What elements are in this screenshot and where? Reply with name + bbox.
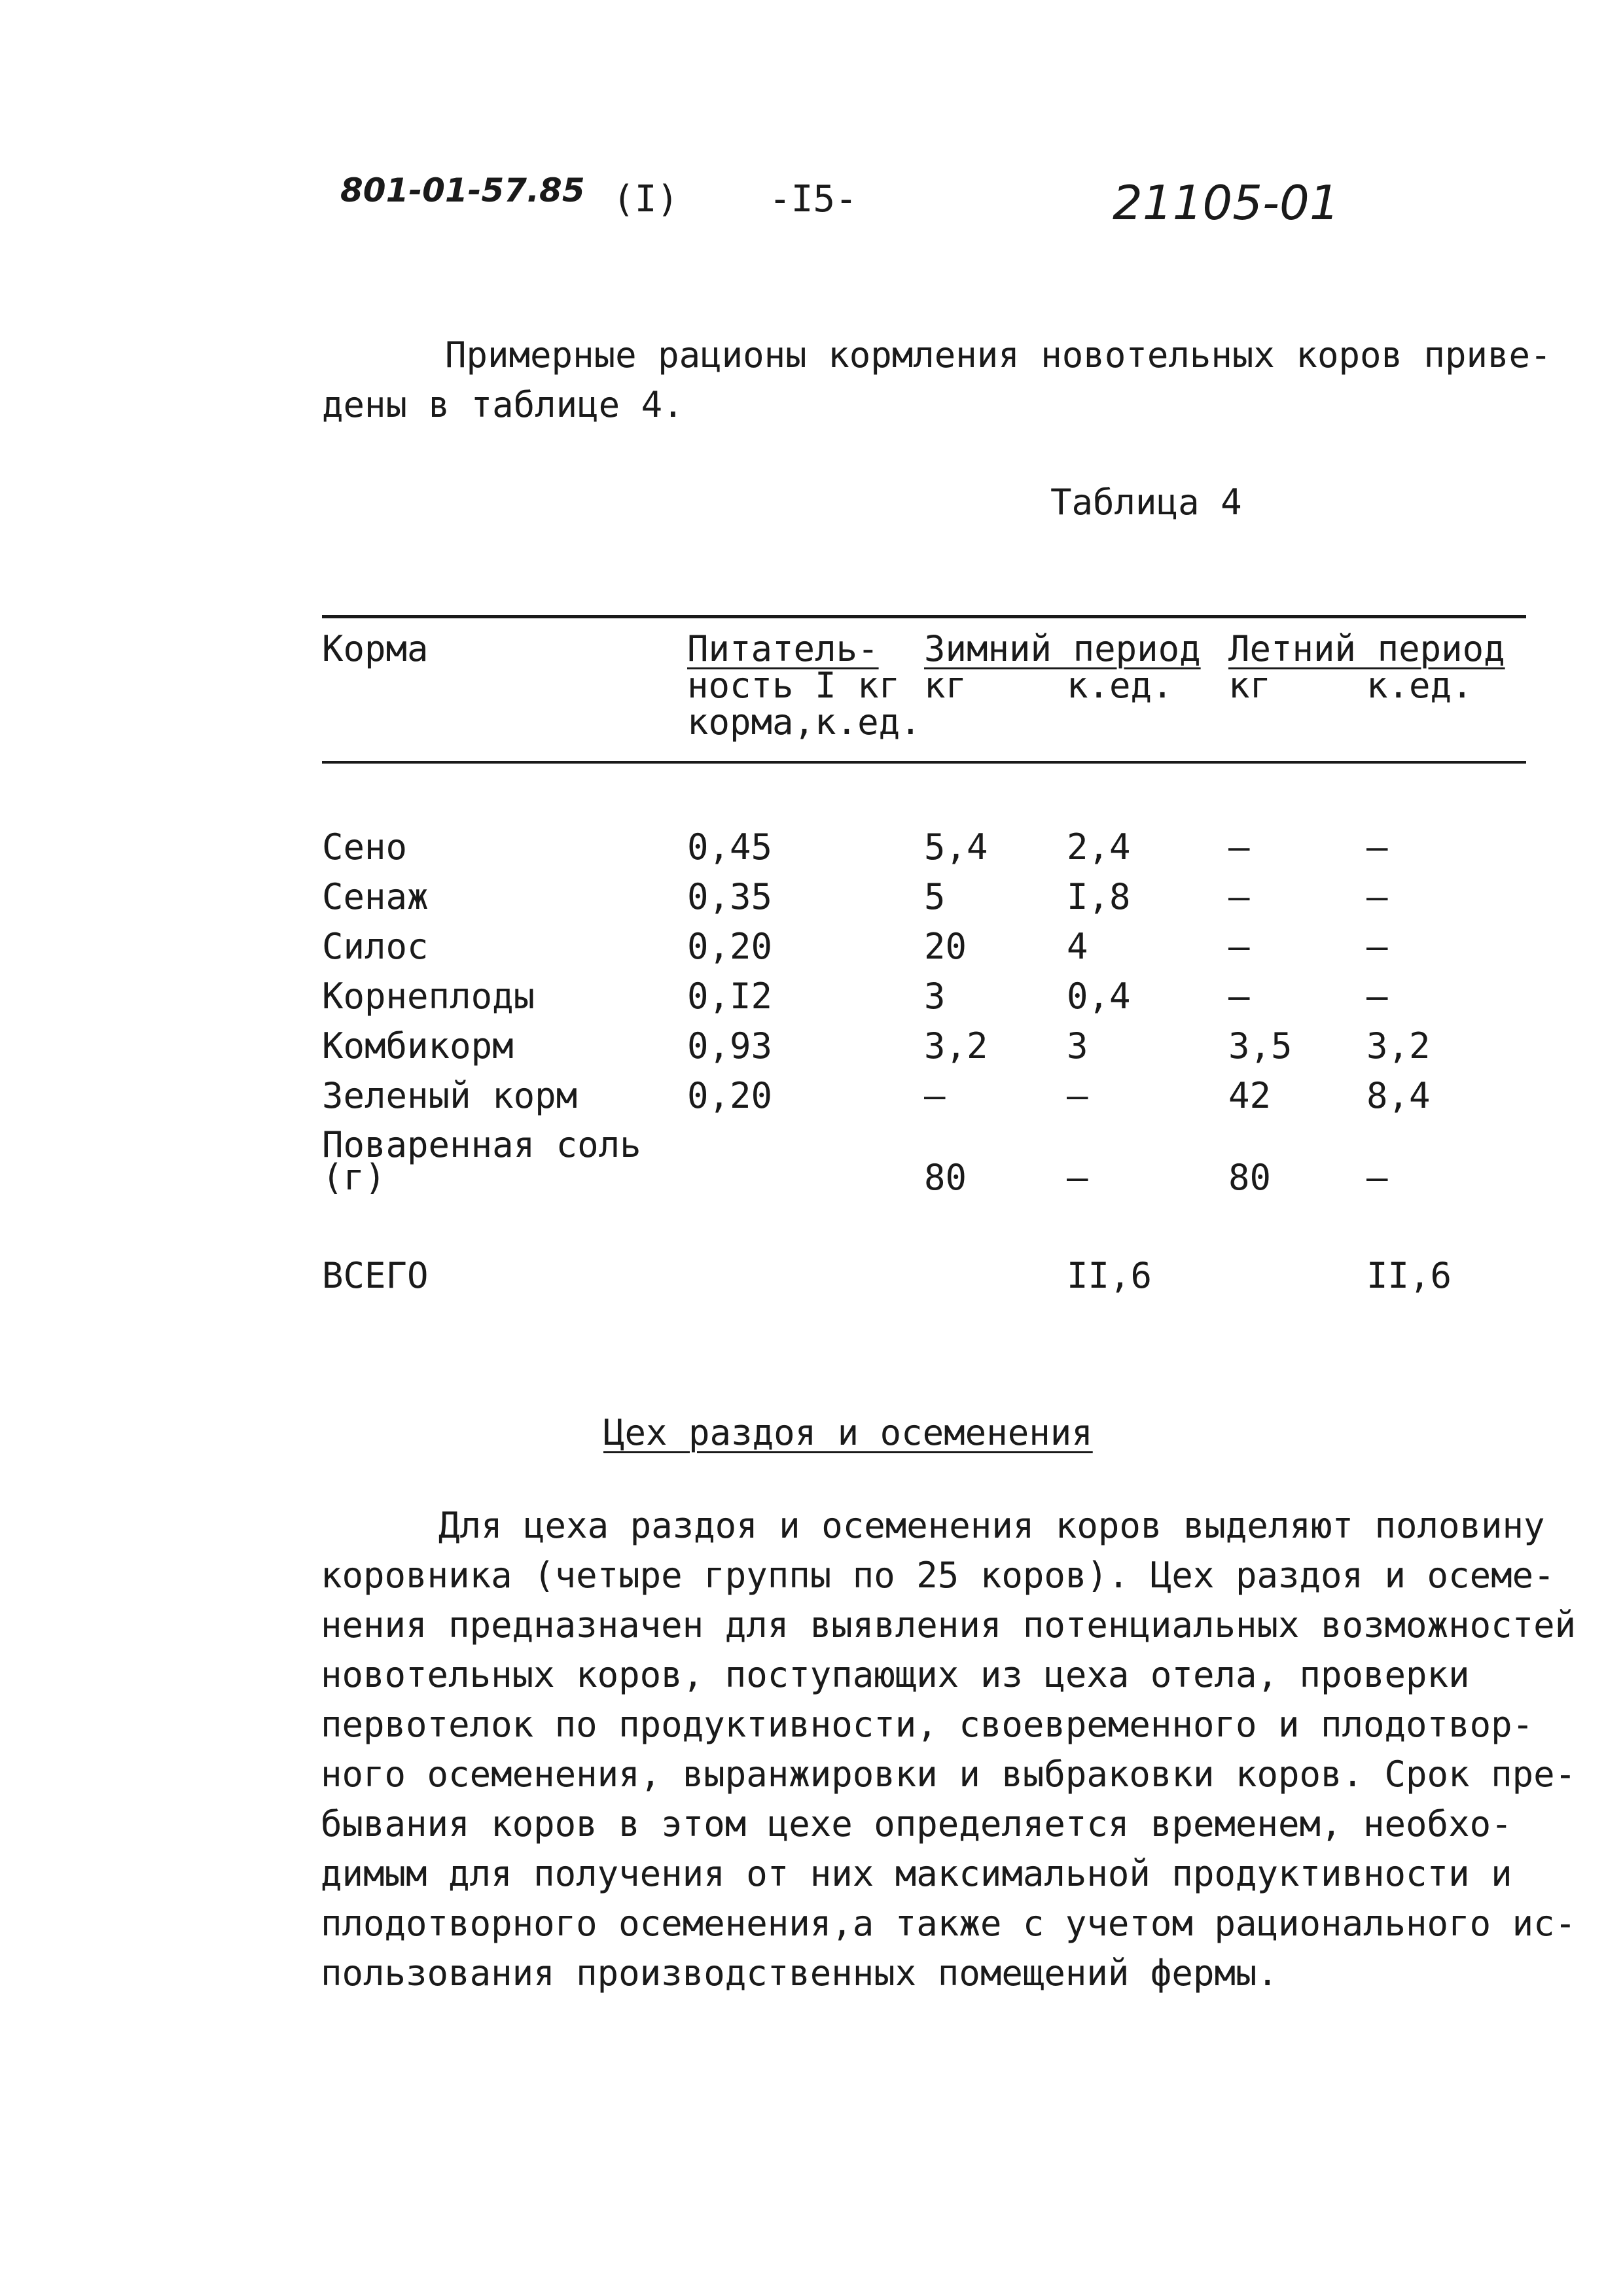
paragraph-line: Для цеха раздоя и осеменения коров выделяют половину: [438, 1505, 1545, 1546]
table-header-rule: [322, 761, 1526, 764]
header-feed: Корма: [322, 628, 429, 669]
winter-feed-units: 2,4: [1067, 826, 1131, 868]
paragraph-line: ного осеменения, выранжировки и выбраковки коров. Срок пре-: [321, 1754, 1577, 1795]
nutrition-value: 0,I2: [687, 976, 773, 1017]
winter-feed-units: –: [1067, 1157, 1088, 1198]
paragraph-line: бывания коров в этом цехе определяется временем, необхо-: [321, 1803, 1512, 1845]
paragraph-line: нения предназначен для выявления потенциальных возможностей: [321, 1604, 1577, 1646]
nutrition-value: 0,45: [687, 826, 773, 868]
feed-name: Комбикорм: [322, 1025, 514, 1067]
header-winter-period: Зимний период: [924, 628, 1201, 669]
page-number: -I5-: [769, 178, 857, 221]
nutrition-value: 0,93: [687, 1025, 773, 1067]
summer-feed-units: –: [1366, 876, 1388, 917]
part-number: (I): [613, 178, 679, 221]
feed-name: Корнеплоды: [322, 976, 535, 1017]
header-summer-feed-units: к.ед.: [1366, 665, 1473, 706]
winter-feed-units: 3: [1067, 1025, 1088, 1067]
winter-kg: 20: [924, 926, 967, 967]
winter-kg: 80: [924, 1157, 967, 1198]
winter-feed-units: 0,4: [1067, 976, 1131, 1017]
section-paragraph: [321, 1501, 1577, 1998]
winter-feed-units: 4: [1067, 926, 1088, 967]
winter-feed-units: I,8: [1067, 876, 1131, 917]
nutrition-value: 0,20: [687, 926, 773, 967]
total-label: ВСЕГО: [322, 1255, 429, 1296]
winter-kg: 3,2: [924, 1025, 988, 1067]
summer-feed-units: 8,4: [1366, 1075, 1431, 1116]
intro-line-1: Примерные рационы кормления новотельных коров приве-: [445, 334, 1552, 376]
feed-name: Силос: [322, 926, 429, 967]
summer-feed-units: 3,2: [1366, 1025, 1431, 1067]
header-nutrition-1: Питатель-: [687, 628, 879, 669]
paragraph-line: плодотворного осеменения,а также с учетом рационального ис-: [321, 1903, 1577, 1944]
winter-kg: 3: [924, 976, 946, 1017]
feed-name: Сено: [322, 826, 408, 868]
paragraph-line: новотельных коров, поступающих из цеха отела, проверки: [321, 1654, 1470, 1695]
summer-feed-units: –: [1366, 976, 1388, 1017]
header-winter-feed-units: к.ед.: [1067, 665, 1173, 706]
document-code: 801-01-57.85: [340, 171, 585, 209]
feed-name: Сенаж: [322, 876, 429, 917]
paragraph-line: димым для получения от них максимальной продуктивности и: [321, 1853, 1512, 1894]
header-summer-period: Летний период: [1228, 628, 1505, 669]
header-winter-kg: кг: [924, 665, 967, 706]
summer-kg: –: [1228, 876, 1250, 917]
intro-line-2: дены в таблице 4.: [322, 384, 684, 425]
summer-feed-units: –: [1366, 826, 1388, 868]
summer-kg: –: [1228, 826, 1250, 868]
winter-feed-units-total: II,6: [1067, 1255, 1152, 1296]
summer-kg: 80: [1228, 1157, 1272, 1198]
table-top-rule: [322, 615, 1526, 618]
winter-kg: 5,4: [924, 826, 988, 868]
feed-name-line-2: (г): [322, 1157, 386, 1198]
nutrition-value: 0,20: [687, 1075, 773, 1116]
feed-name: Зеленый корм: [322, 1075, 578, 1116]
summer-kg: –: [1228, 926, 1250, 967]
summer-kg: 3,5: [1228, 1025, 1293, 1067]
summer-feed-units-total: II,6: [1366, 1255, 1452, 1296]
summer-kg: –: [1228, 976, 1250, 1017]
summer-feed-units: –: [1366, 1157, 1388, 1198]
nutrition-value: 0,35: [687, 876, 773, 917]
feed-name-line-1: Поваренная соль: [322, 1124, 641, 1165]
winter-feed-units: –: [1067, 1075, 1088, 1116]
section-heading: Цех раздоя и осеменения: [603, 1412, 1093, 1453]
summer-kg: 42: [1228, 1075, 1272, 1116]
paragraph-line: коровника (четыре группы по 25 коров). Цех раздоя и осеме-: [321, 1555, 1555, 1596]
header-summer-kg: кг: [1228, 665, 1272, 706]
table-caption: Таблица 4: [1050, 482, 1242, 523]
paragraph-line: первотелок по продуктивности, своевременного и плодотвор-: [321, 1704, 1534, 1745]
header-nutrition-3: корма,к.ед.: [687, 701, 921, 743]
inventory-number: 21105-01: [1113, 175, 1340, 230]
paragraph-line: пользования производственных помещений фермы.: [321, 1952, 1278, 1994]
summer-feed-units: –: [1366, 926, 1388, 967]
header-nutrition-2: ность I кг: [687, 665, 901, 706]
winter-kg: –: [924, 1075, 946, 1116]
winter-kg: 5: [924, 876, 946, 917]
